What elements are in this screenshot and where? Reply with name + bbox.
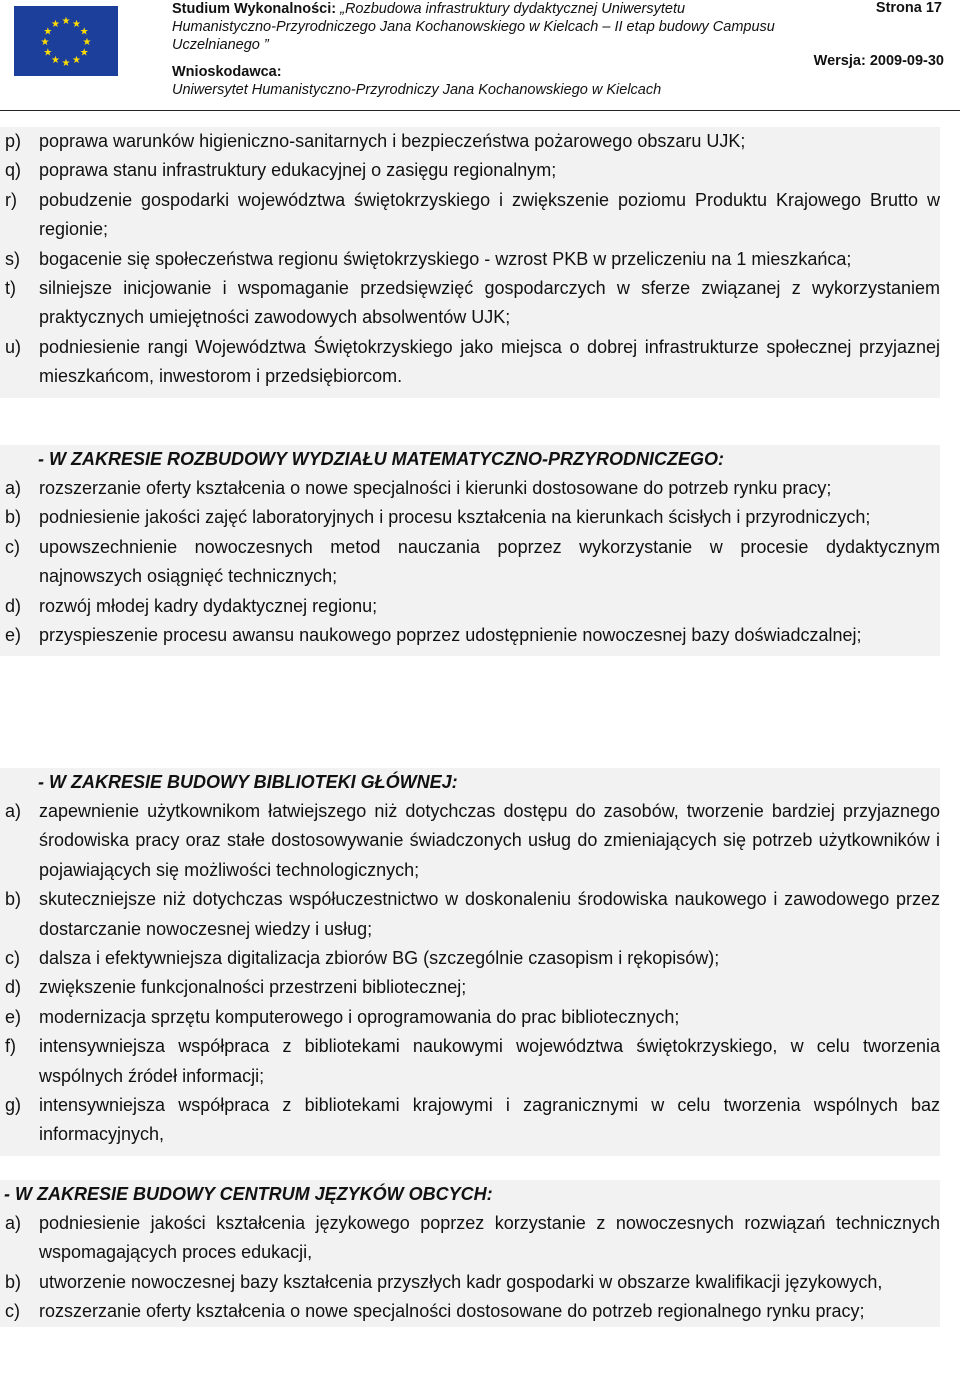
svg-text:★: ★ xyxy=(51,55,60,67)
svg-text:★: ★ xyxy=(43,26,53,38)
study-label: Studium Wykonalności: xyxy=(172,1,337,17)
list-item: q) poprawa stanu infrastruktury edukacyjnej o zasięgu regionalnym; xyxy=(5,160,557,181)
list-item: t) silniejsze inicjowanie i wspomaganie przedsięwzięć gospodarczych w sferze związanej z wykorzystaniem praktycznych umiejętności zawodowych absolwentów UJK; xyxy=(5,278,940,328)
section-heading: - W ZAKRESIE BUDOWY BIBLIOTEKI GŁÓWNEJ: xyxy=(38,772,458,792)
study-title: „Rozbudowa infrastruktury dydaktycznej Uniwersytetu Humanistyczno-Przyrodniczego Jana Kochanowskiego w Kielcach – II etap budowy Campusu Uczelnianego ” xyxy=(172,1,775,53)
list-item: g) intensywniejsza współpraca z bibliotekami krajowymi i zagranicznymi w celu tworzenia wspólnych baz informacyjnych, xyxy=(5,1095,940,1145)
list-item: b) utworzenie nowoczesnej bazy kształcenia przyszłych kadr gospodarki w obszarze kwalifikacji językowych, xyxy=(5,1271,883,1292)
svg-text:★: ★ xyxy=(72,55,81,67)
list-item: s) bogacenie się społeczeństwa regionu świętokrzyskiego - wzrost PKB w przeliczeniu na 1 mieszkańca; xyxy=(5,248,852,269)
list-item: r) pobudzenie gospodarki województwa świętokrzyskiego i zwiększenie poziomu Produktu Krajowego Brutto w regionie; xyxy=(5,189,940,240)
list-item: d) rozwój młodej kadry dydaktycznej regionu; xyxy=(5,595,378,616)
page-header xyxy=(0,0,960,112)
list-item: c) dalsza i efektywniejsza digitalizacja zbiorów BG (szczególnie czasopism i rękopisów); xyxy=(5,948,720,969)
list-item: u) podniesienie rangi Województwa Świętokrzyskiego jako miejsca o dobrej infrastrukturze społecznej przyjaznej mieszkańcom, inwestorom i przedsiębiorcom. xyxy=(5,336,940,387)
section-heading: - W ZAKRESIE BUDOWY CENTRUM JĘZYKÓW OBCYCH: xyxy=(4,1184,493,1204)
study-title-block xyxy=(172,0,792,54)
eu-flag-logo xyxy=(14,6,118,76)
svg-text:★: ★ xyxy=(61,58,71,69)
goals-general-section xyxy=(0,127,940,398)
list-item: b) podniesienie jakości zajęć laboratoryjnych i procesu kształcenia na kierunkach ścisłych i przyrodniczych; xyxy=(5,507,871,528)
svg-text:★: ★ xyxy=(61,16,71,27)
section-heading: - W ZAKRESIE ROZBUDOWY WYDZIAŁU MATEMATYCZNO-PRZYRODNICZEGO: xyxy=(38,449,724,469)
list-item: e) modernizacja sprzętu komputerowego i oprogramowania do prac bibliotecznych; xyxy=(5,1006,680,1027)
page-number: Strona 17 xyxy=(875,0,942,16)
list-item: a) zapewnienie użytkownikom łatwiejszego niż dotychczas dostępu do zasobów, tworzenie bardziej przyjaznego środowiska pracy oraz stałe dostosowywanie świadczonych usług do zmieniających się potrzeb użytkowników i pojawiających się możliwości technologicznych; xyxy=(5,801,940,880)
svg-text:★: ★ xyxy=(40,37,50,48)
applicant-block xyxy=(172,63,661,99)
svg-text:★: ★ xyxy=(43,47,53,59)
document-version: Wersja: 2009-09-30 xyxy=(813,53,944,69)
list-item: b) skuteczniejsze niż dotychczas współuczestnictwo w doskonaleniu środowiska naukowego i zawodowego przez dostarczanie nowoczesnej wiedzy i usług; xyxy=(5,889,940,939)
library-section xyxy=(0,768,940,1156)
svg-text:★: ★ xyxy=(79,26,89,38)
applicant-name: Uniwersytet Humanistyczno-Przyrodniczy Jana Kochanowskiego w Kielcach xyxy=(172,82,662,98)
list-item: e) przyspieszenie procesu awansu naukowego poprzez udostępnienie nowoczesnej bazy doświadczalnej; xyxy=(5,625,862,646)
header-divider xyxy=(0,110,960,111)
list-item: f) intensywniejsza współpraca z bibliotekami naukowymi województwa świętokrzyskiego, w celu tworzenia wspólnych źródeł informacji; xyxy=(5,1036,940,1086)
faculty-expansion-section xyxy=(0,445,940,656)
list-item: a) podniesienie jakości kształcenia językowego poprzez korzystanie z nowoczesnych rozwiązań technicznych wspomagających proces edukacji, xyxy=(5,1213,940,1263)
list-item: c) upowszechnienie nowoczesnych metod nauczania poprzez wykorzystanie w procesie dydaktycznym najnowszych osiągnięć technicznych; xyxy=(5,536,940,587)
list-item: a) rozszerzanie oferty kształcenia o nowe specjalności i kierunki dostosowane do potrzeb rynku pracy; xyxy=(5,478,832,498)
list-item: d) zwiększenie funkcjonalności przestrzeni bibliotecznej; xyxy=(5,977,467,998)
applicant-label: Wnioskodawca: xyxy=(172,64,282,80)
language-center-section xyxy=(0,1180,940,1327)
svg-text:★: ★ xyxy=(51,18,60,30)
svg-text:★: ★ xyxy=(79,47,89,59)
svg-text:★: ★ xyxy=(82,37,92,48)
svg-text:★: ★ xyxy=(72,18,81,30)
list-item: p) poprawa warunków higieniczno-sanitarnych i bezpieczeństwa pożarowego obszaru UJK; xyxy=(5,131,746,151)
list-item: c) rozszerzanie oferty kształcenia o nowe specjalności dostosowane do potrzeb regionalnego rynku pracy; xyxy=(5,1301,865,1322)
